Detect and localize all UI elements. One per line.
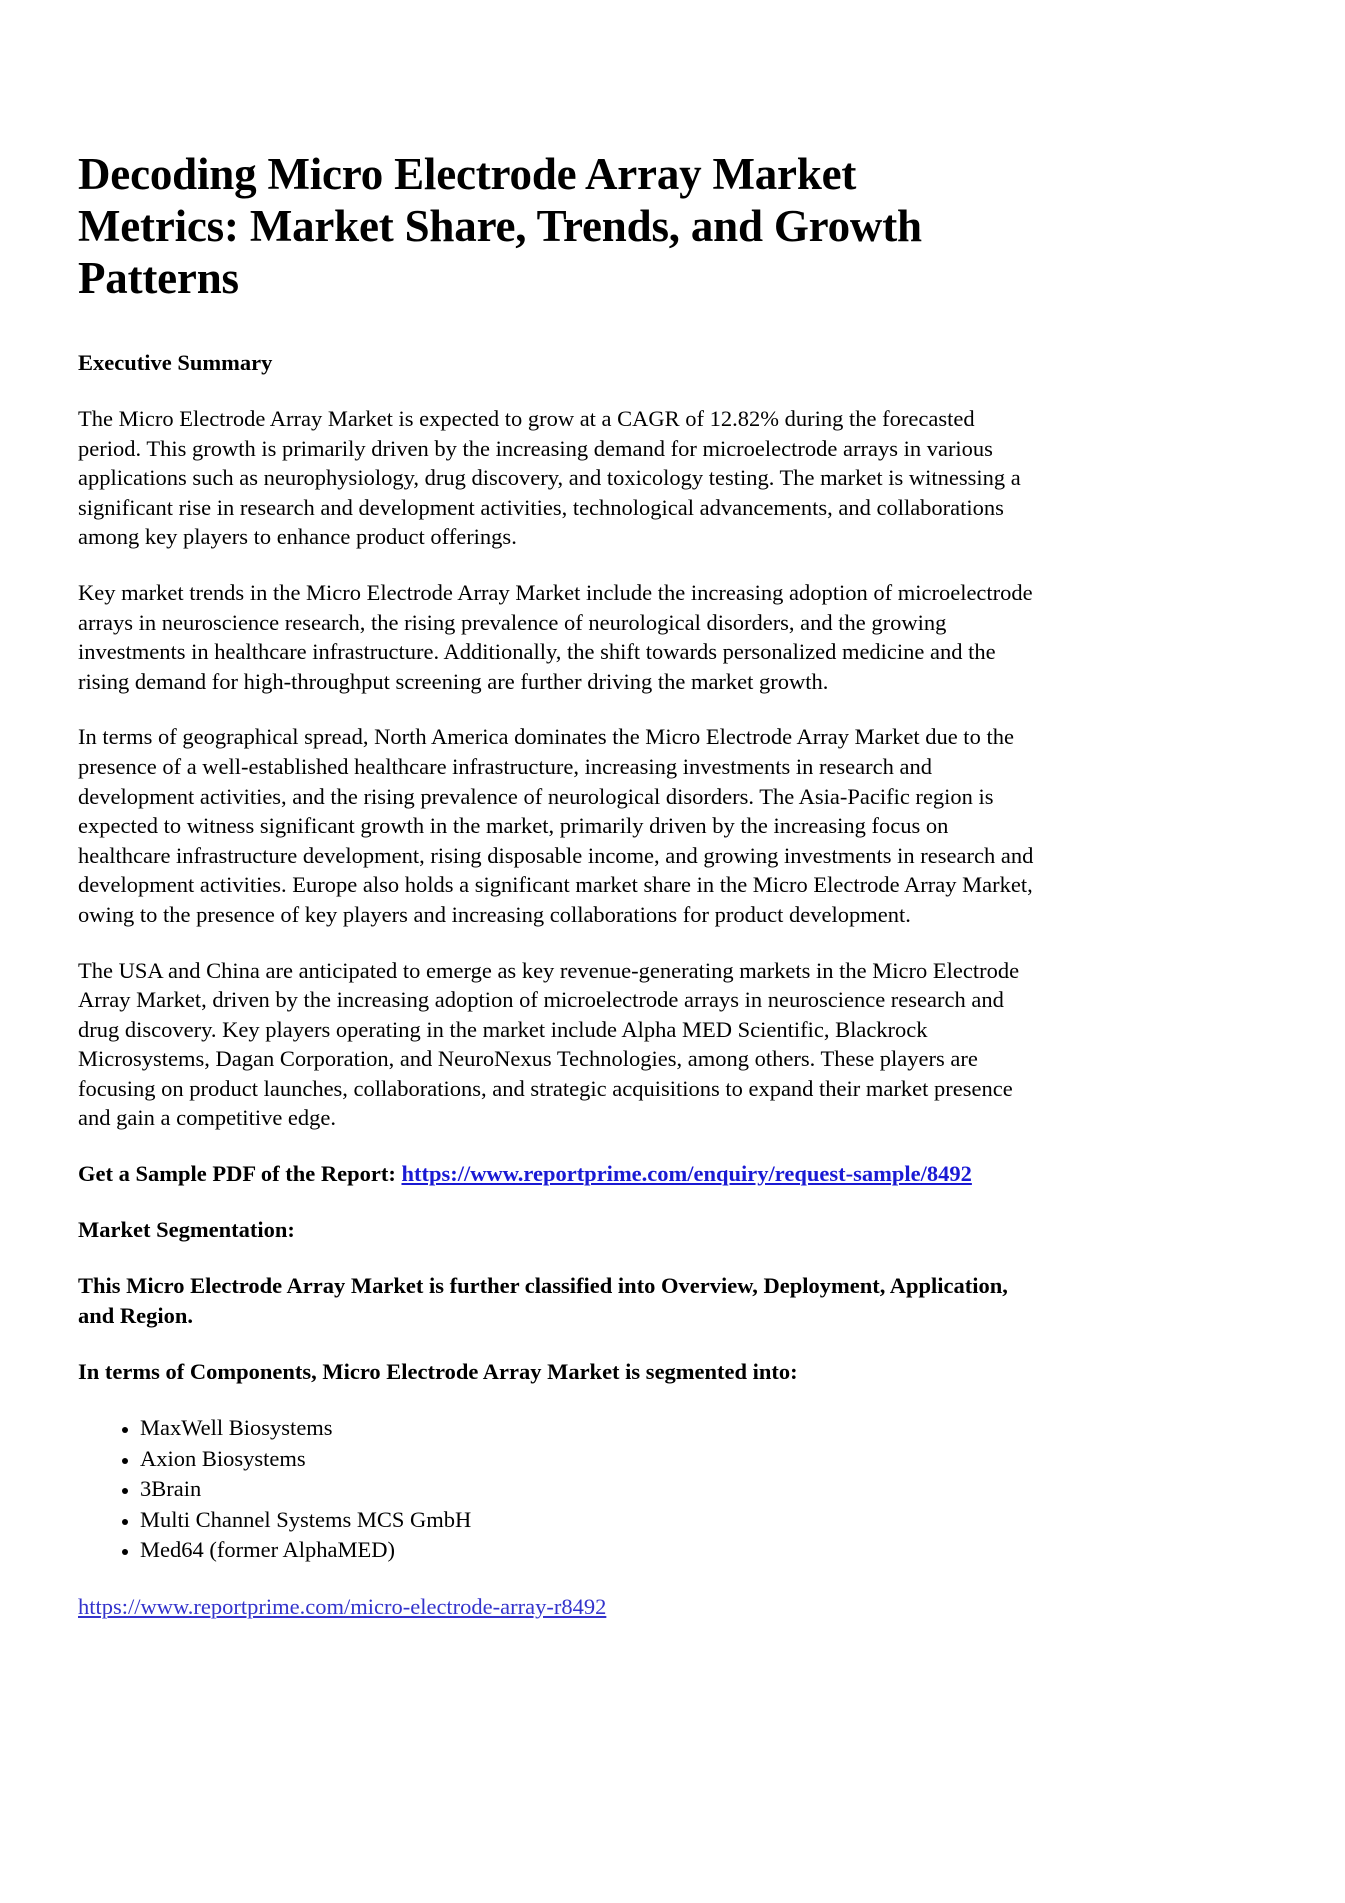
executive-summary-paragraph-2: Key market trends in the Micro Electrode Array Market include the increasing adoption of microelectrode arrays in neuroscience research, the rising prevalence of neurological disorders, and the growing investments in healthcare infrastructure. Additionally, the shift towards personalized medicine and the rising demand for high-throughput screening are further driving the market growth.	[78, 579, 1033, 694]
sample-request-label: Get a Sample PDF of the Report:	[78, 1161, 396, 1187]
executive-summary-paragraph-3: In terms of geographical spread, North America dominates the Micro Electrode Array Market due to the presence of a well-established healthcare infrastructure, increasing investments in research and development activities, and the rising prevalence of neurological disorders. The Asia-Pacific region is expected to witness significant growth in the market, primarily driven by the increasing focus on healthcare infrastructure development, rising disposable income, and growing investments in research and development activities. Europe also holds a significant market share in the Micro Electrode Array Market, owing to the presence of key players and increasing collaborations for product development.	[78, 724, 1034, 927]
list-item: • Med64 (former AlphaMED)	[140, 1535, 1045, 1566]
market-segmentation-heading: Market Segmentation:	[78, 1217, 295, 1243]
report-page-link[interactable]: https://www.reportprime.com/micro-electrode-array-r8492	[78, 1593, 607, 1619]
list-item: • Multi Channel Systems MCS GmbH	[140, 1505, 1045, 1536]
components-list	[78, 1413, 1045, 1566]
executive-summary-heading: Executive Summary	[78, 350, 273, 375]
executive-summary-paragraph-4: The USA and China are anticipated to emerge as key revenue-generating markets in the Micro Electrode Array Market, driven by the increasing adoption of microelectrode arrays in neuroscience research and drug discovery. Key players operating in the market include Alpha MED Scientific, Blackrock Microsystems, Dagan Corporation, and NeuroNexus Technologies, among others. These players are focusing on product launches, collaborations, and strategic acquisitions to expand their market presence and gain a competitive edge.	[78, 957, 1020, 1131]
list-item: • MaxWell Biosystems	[140, 1413, 1045, 1444]
sample-request-link[interactable]: https://www.reportprime.com/enquiry/request-sample/8492	[401, 1161, 972, 1187]
list-item: • Axion Biosystems	[140, 1444, 1045, 1475]
sample-request-row	[78, 1159, 1040, 1189]
list-item: • 3Brain	[140, 1474, 1045, 1505]
footer-link-row	[78, 1592, 1045, 1622]
page-title: Decoding Micro Electrode Array Market Metrics: Market Share, Trends, and Growth Patterns	[78, 149, 922, 303]
components-segmentation-heading: In terms of Components, Micro Electrode Array Market is segmented into:	[78, 1359, 798, 1385]
segmentation-classification-text: This Micro Electrode Array Market is further classified into Overview, Deployment, Application, and Region.	[78, 1273, 1008, 1329]
executive-summary-paragraph-1: The Micro Electrode Array Market is expected to grow at a CAGR of 12.82% during the forecasted period. This growth is primarily driven by the increasing demand for microelectrode arrays in various applications such as neurophysiology, drug discovery, and toxicology testing. The market is witnessing a significant rise in research and development activities, technological advancements, and collaborations among key players to enhance product offerings.	[78, 406, 1021, 550]
